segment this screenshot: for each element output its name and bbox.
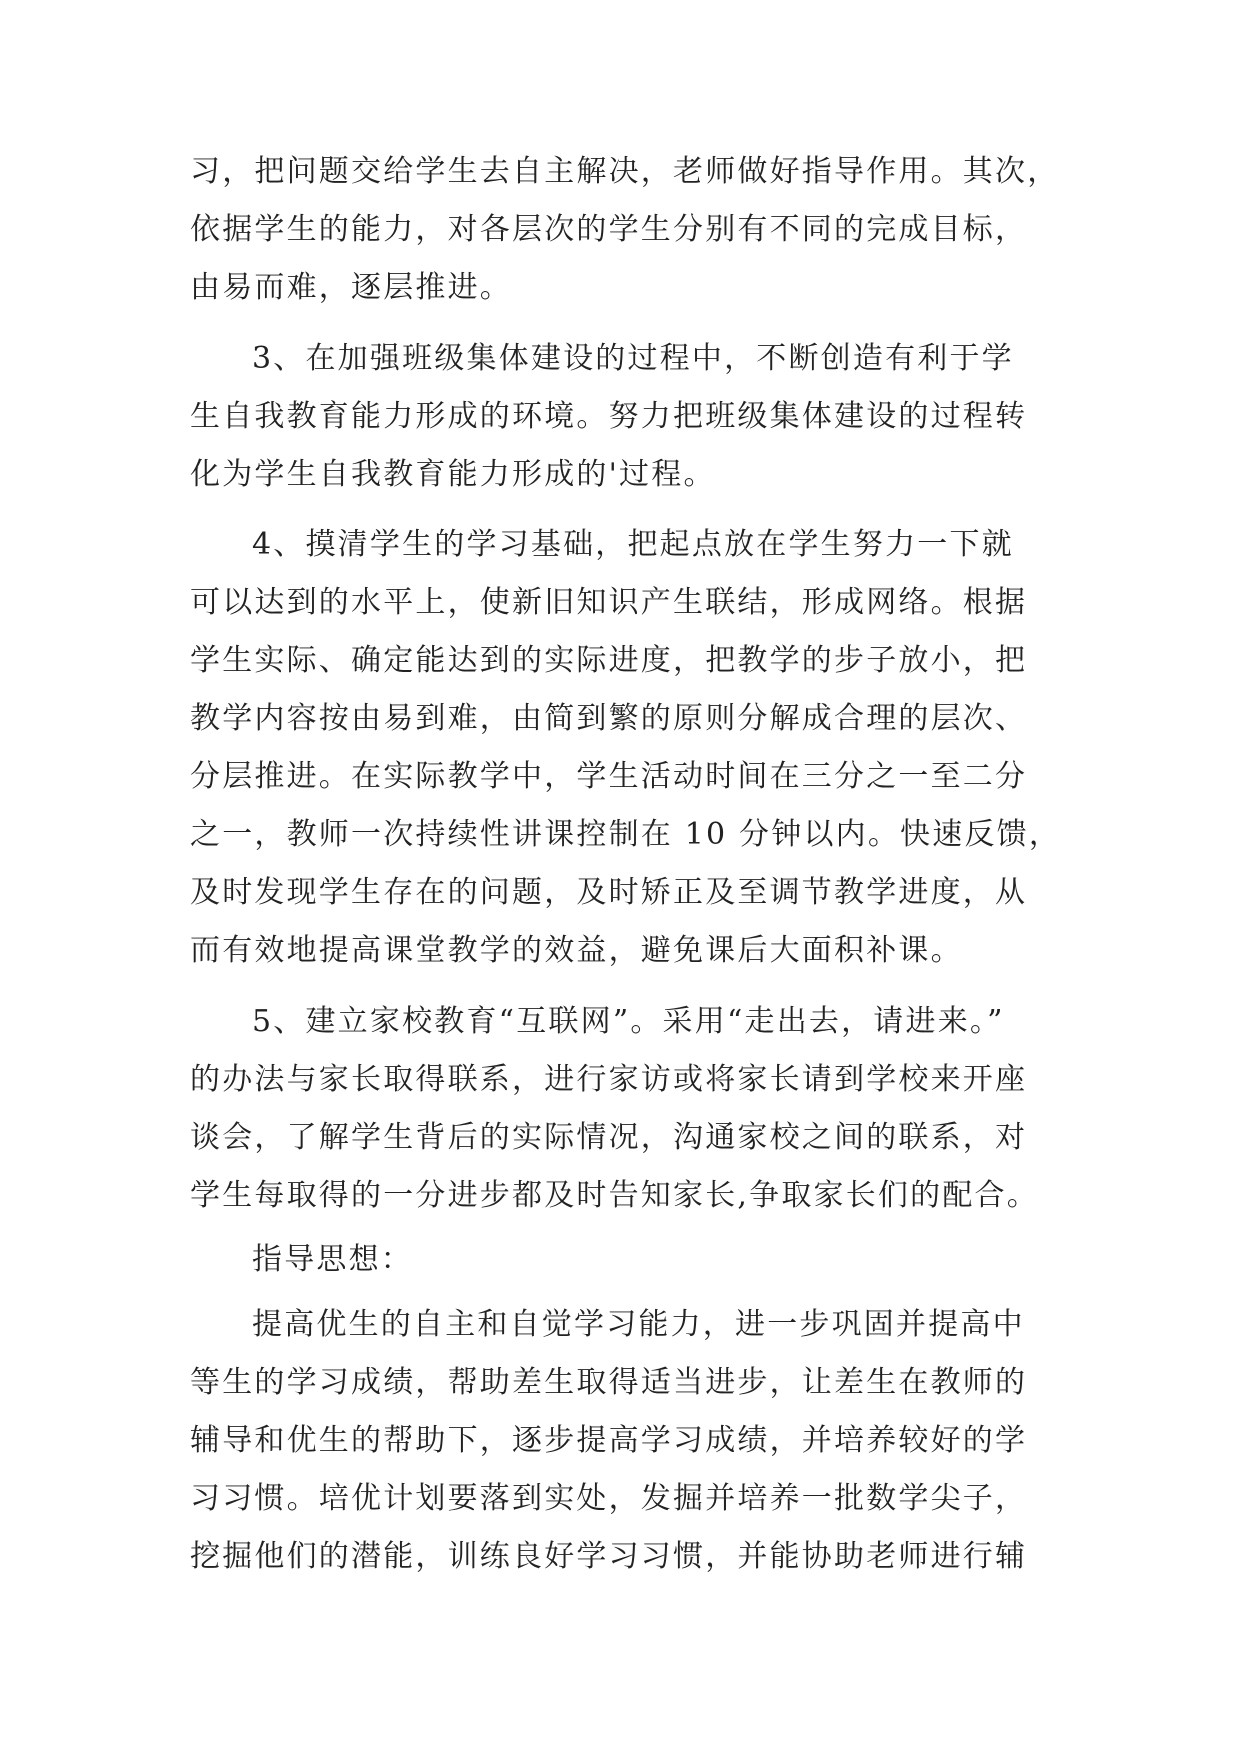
text-line: 等生的学习成绩，帮助差生取得适当进步，让差生在教师的 xyxy=(190,1365,1028,1400)
paragraph-4-first-line: 4、摸清学生的学习基础，把起点放在学生努力一下就 xyxy=(252,527,1014,562)
text-line: 学生每取得的一分进步都及时告知家长,争取家长们的配合。 xyxy=(190,1178,1039,1213)
paragraph-3-first-line: 3、在加强班级集体建设的过程中，不断创造有利于学 xyxy=(252,341,1014,376)
text-line: 生自我教育能力形成的环境。努力把班级集体建设的过程转 xyxy=(190,399,1028,434)
text-line: 可以达到的水平上，使新旧知识产生联结，形成网络。根据 xyxy=(190,585,1028,620)
text-line: 之一，教师一次持续性讲课控制在 10 分钟以内。快速反馈， xyxy=(190,817,1062,852)
text-line: 及时发现学生存在的问题，及时矫正及至调节教学进度，从 xyxy=(190,875,1028,910)
text-line: 教学内容按由易到难，由简到繁的原则分解成合理的层次、 xyxy=(190,701,1028,736)
section-heading-guiding-ideology: 指导思想： xyxy=(252,1242,413,1277)
text-line: 挖掘他们的潜能，训练良好学习习惯，并能协助老师进行辅 xyxy=(190,1539,1028,1574)
text-line: 谈会，了解学生背后的实际情况，沟通家校之间的联系，对 xyxy=(190,1120,1028,1155)
text-line: 的办法与家长取得联系，进行家访或将家长请到学校来开座 xyxy=(190,1062,1028,1097)
text-line: 分层推进。在实际教学中，学生活动时间在三分之一至二分 xyxy=(190,759,1028,794)
text-line: 习习惯。培优计划要落到实处，发掘并培养一批数学尖子， xyxy=(190,1481,1028,1516)
paragraph-guiding-first-line: 提高优生的自主和自觉学习能力，进一步巩固并提高中 xyxy=(252,1307,1025,1342)
text-line: 辅导和优生的帮助下，逐步提高学习成绩，并培养较好的学 xyxy=(190,1423,1028,1458)
paragraph-5-first-line: 5、建立家校教育“互联网”。采用“走出去，请进来。” xyxy=(252,1004,1005,1039)
text-line: 由易而难，逐层推进。 xyxy=(190,270,512,305)
text-line: 学生实际、确定能达到的实际进度，把教学的步子放小，把 xyxy=(190,643,1028,678)
text-line: 而有效地提高课堂教学的效益，避免课后大面积补课。 xyxy=(190,933,963,968)
text-line: 习，把问题交给学生去自主解决，老师做好指导作用。其次， xyxy=(190,154,1060,189)
text-line: 化为学生自我教育能力形成的'过程。 xyxy=(190,457,716,492)
text-line: 依据学生的能力，对各层次的学生分别有不同的完成目标， xyxy=(190,212,1028,247)
